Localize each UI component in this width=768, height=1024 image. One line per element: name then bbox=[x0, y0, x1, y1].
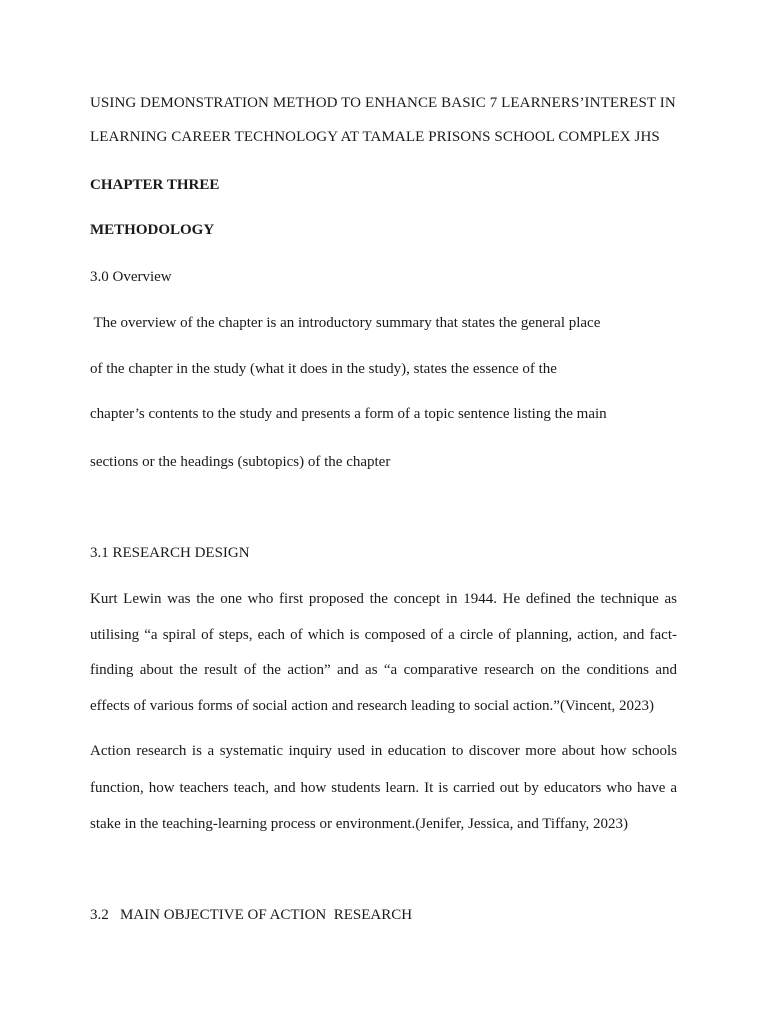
document-title-line-2: LEARNING CAREER TECHNOLOGY AT TAMALE PRISONS SCHOOL COMPLEX JHS bbox=[90, 129, 660, 145]
action-research-paragraph-line: function, how teachers teach, and how students learn. It is carried out by educators who have a bbox=[90, 780, 677, 796]
document-title-line-1: USING DEMONSTRATION METHOD TO ENHANCE BASIC 7 LEARNERS’INTEREST IN bbox=[90, 95, 676, 111]
action-research-paragraph-line: stake in the teaching-learning process or environment.(Jenifer, Jessica, and Tiffany, 2023) bbox=[90, 816, 629, 832]
research-design-paragraph-line: Kurt Lewin was the one who first proposed the concept in 1944. He defined the technique as bbox=[90, 591, 677, 607]
overview-paragraph-line: chapter’s contents to the study and presents a form of a topic sentence listing the main bbox=[90, 406, 607, 422]
section-heading-research-design: 3.1 RESEARCH DESIGN bbox=[90, 545, 250, 561]
research-design-paragraph-line: finding about the result of the action” and as “a comparative research on the conditions and bbox=[90, 662, 677, 678]
chapter-heading: CHAPTER THREE bbox=[90, 177, 220, 193]
research-design-paragraph-line: effects of various forms of social action and research leading to social action.”(Vincent, 2023) bbox=[90, 698, 655, 714]
section-heading-overview: 3.0 Overview bbox=[90, 269, 172, 285]
research-design-paragraph-line: utilising “a spiral of steps, each of which is composed of a circle of planning, action, and fact- bbox=[90, 627, 677, 643]
action-research-paragraph-line: Action research is a systematic inquiry used in education to discover more about how schools bbox=[90, 743, 677, 759]
overview-paragraph-line: of the chapter in the study (what it does in the study), states the essence of the bbox=[90, 361, 557, 377]
overview-paragraph-line: The overview of the chapter is an introductory summary that states the general place bbox=[90, 315, 601, 331]
section-heading-main-objective: 3.2 MAIN OBJECTIVE OF ACTION RESEARCH bbox=[90, 907, 413, 923]
chapter-subheading: METHODOLOGY bbox=[90, 222, 215, 238]
overview-paragraph-line: sections or the headings (subtopics) of the chapter bbox=[90, 454, 391, 470]
